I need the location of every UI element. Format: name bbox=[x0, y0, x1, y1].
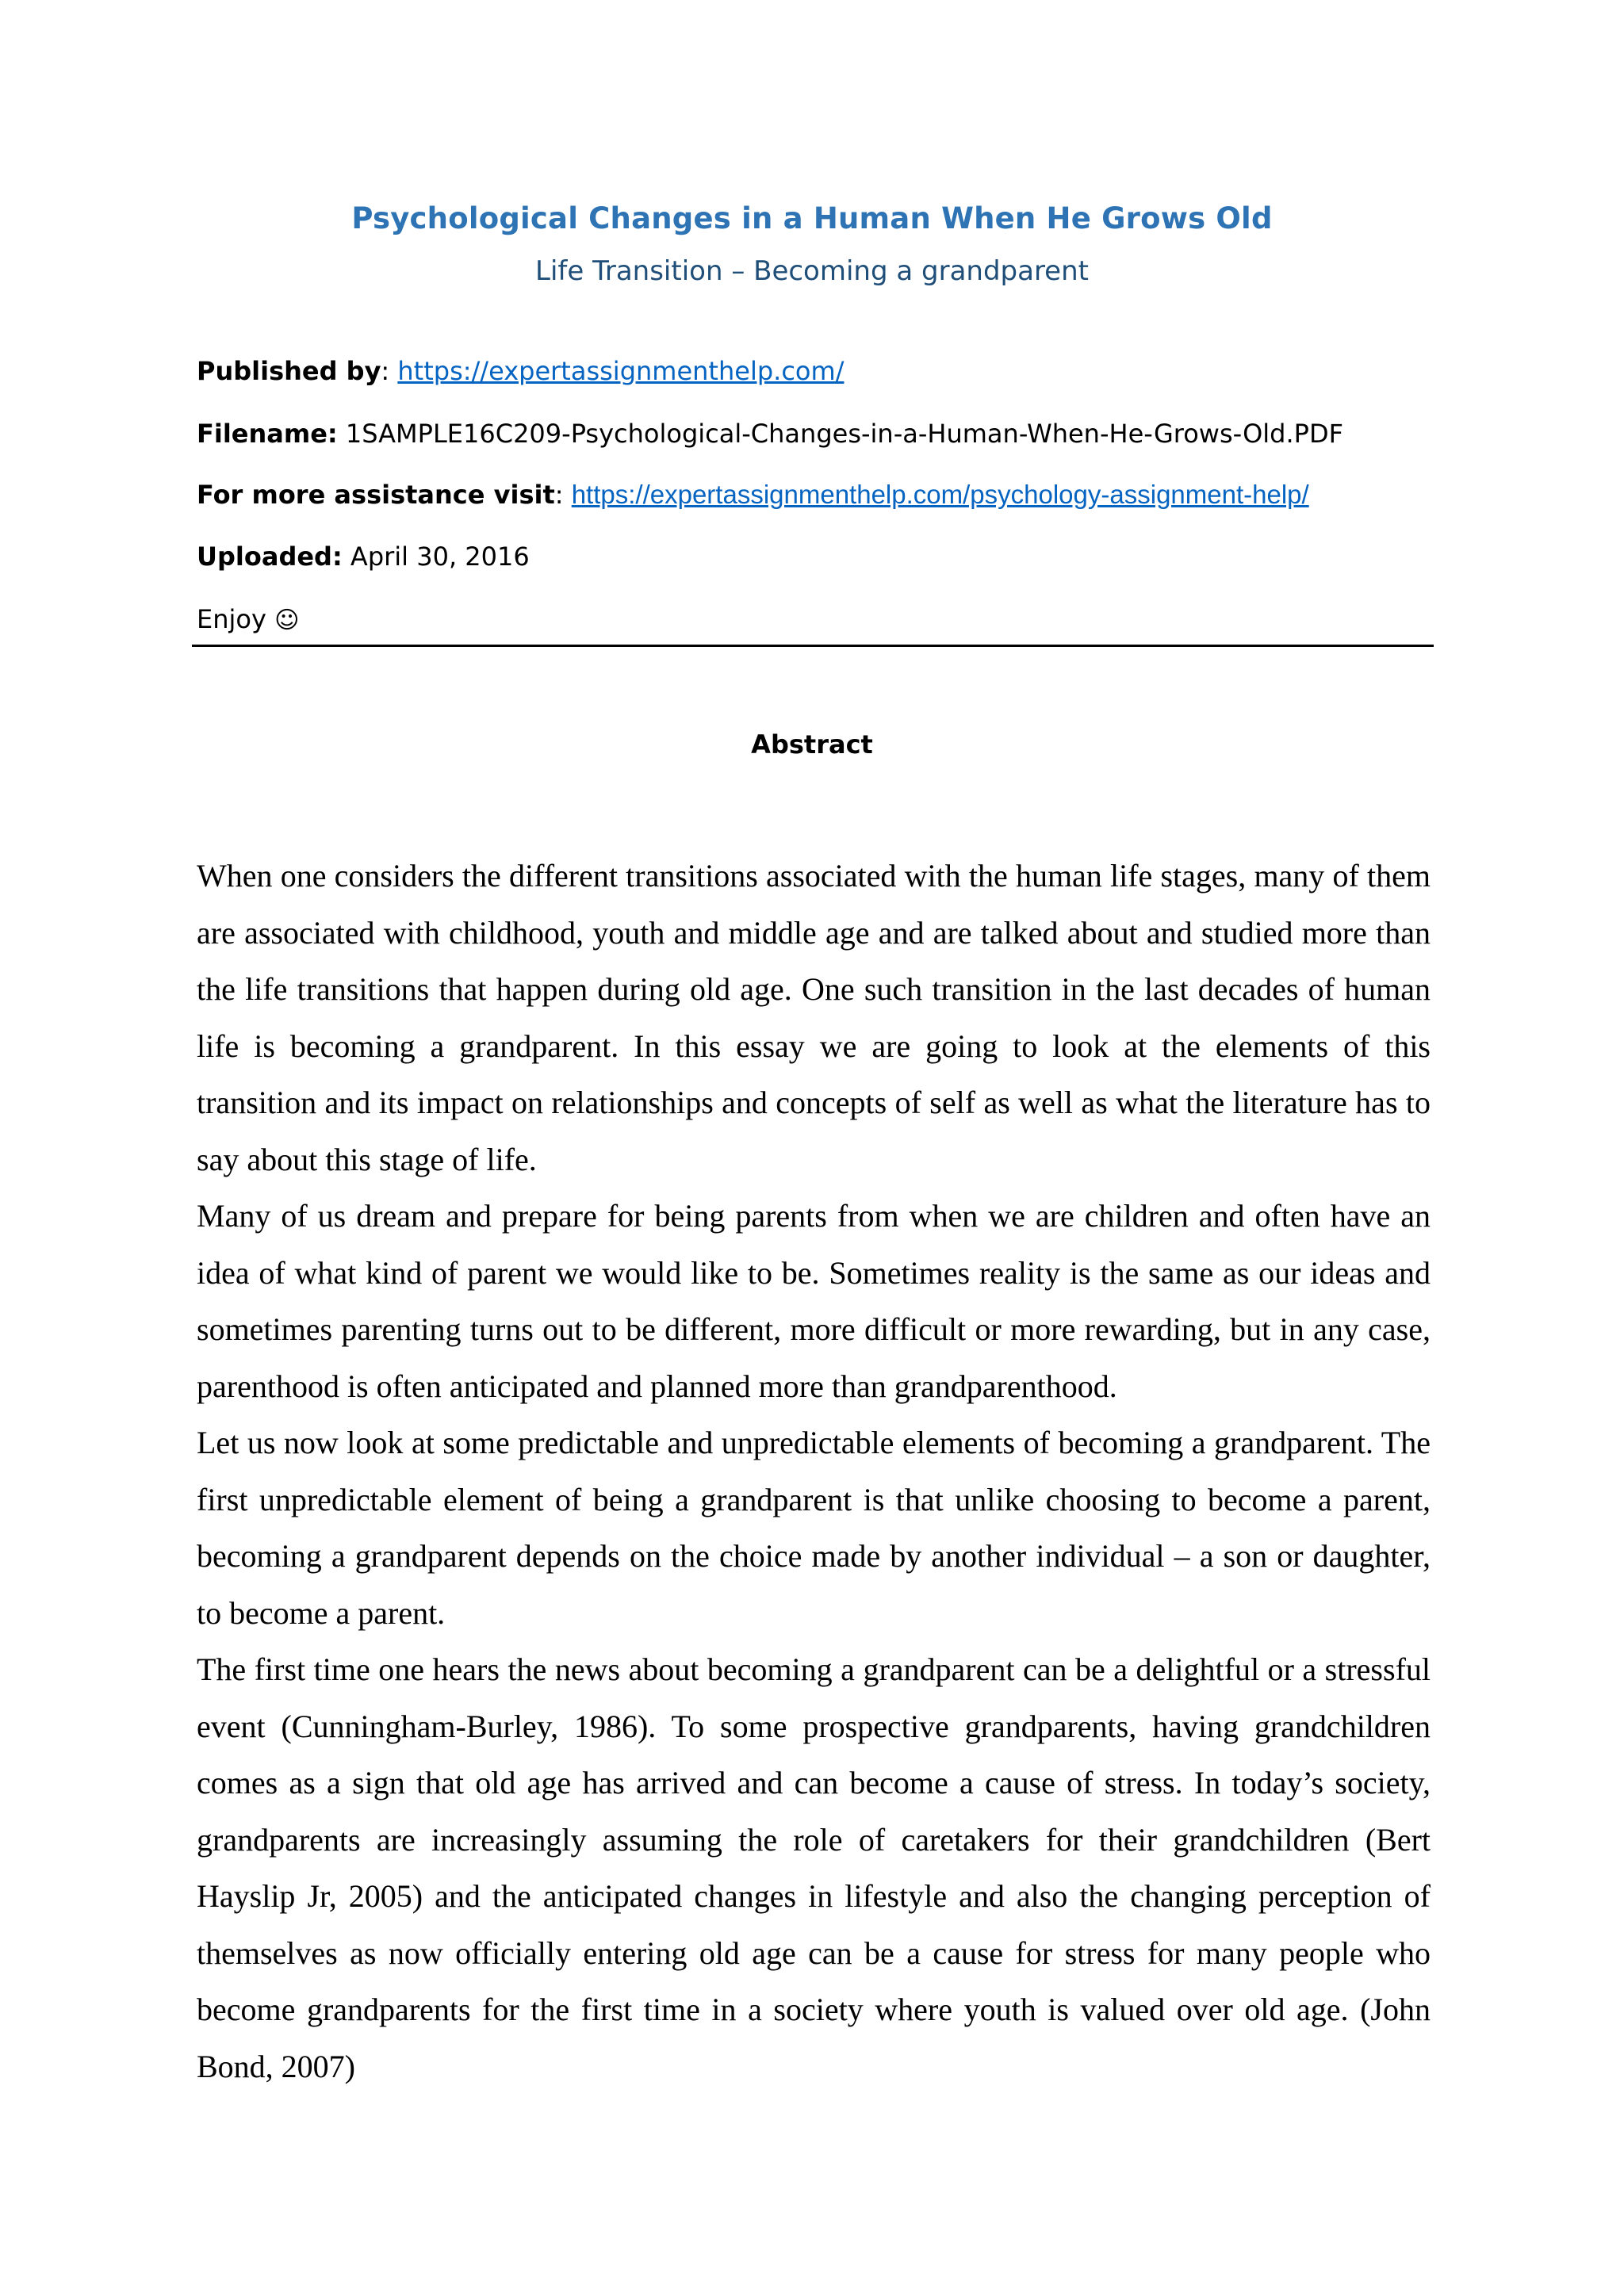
document-title: Psychological Changes in a Human When He Grows Old bbox=[351, 201, 1273, 235]
paragraph: Let us now look at some predictable and unpredictable elements of becoming a grandparent. The first unpredictable element of being a grandparent is that unlike choosing to become a parent, becoming a grandparent depends on the choice made by another individual – a son or daughter, to become a parent. bbox=[197, 1425, 1431, 1631]
published-by-separator: : bbox=[381, 356, 398, 386]
published-by-label: Published by bbox=[197, 356, 381, 386]
document-subtitle: Life Transition – Becoming a grandparent bbox=[535, 255, 1089, 287]
assistance-separator: : bbox=[554, 480, 572, 510]
filename-label: Filename: bbox=[197, 419, 338, 449]
filename-value: 1SAMPLE16C209-Psychological-Changes-in-a-Human-When-He-Grows-Old.PDF bbox=[337, 419, 1343, 449]
smiley-icon: ☺ bbox=[274, 607, 300, 634]
published-by-link[interactable]: https://expertassignmenthelp.com/ bbox=[397, 356, 845, 386]
published-by-line bbox=[197, 355, 844, 387]
assistance-line bbox=[197, 479, 1309, 511]
paragraph: When one considers the different transitions associated with the human life stages, many of them are associated with childhood, youth and middle age and are talked about and studied more than the life transitions that happen during old age. One such transition in the last decades of human life is becoming a grandparent. In this essay we are going to look at the elements of this transition and its impact on relationships and concepts of self as well as what the literature has to say about this stage of life. bbox=[197, 858, 1431, 1177]
header-divider bbox=[192, 645, 1434, 647]
uploaded-label: Uploaded: bbox=[197, 541, 343, 572]
uploaded-value: April 30, 2016 bbox=[342, 541, 530, 572]
assistance-link[interactable]: https://expertassignmenthelp.com/psychology-assignment-help/ bbox=[571, 480, 1309, 509]
paragraph: The first time one hears the news about becoming a grandparent can be a delightful or a stressful event (Cunningham-Burley, 1986). To some prospective grandparents, having grandchildren comes as a sign that old age has arrived and can become a cause of stress. In today’s society, grandparents are increasingly assuming the role of caretakers for their grandchildren (Bert Hayslip Jr, 2005) and the anticipated changes in lifestyle and also the changing perception of themselves as now officially entering old age can be a cause for stress for many people who become grandparents for the first time in a society where youth is valued over old age. (John Bond, 2007) bbox=[197, 1651, 1431, 2084]
uploaded-line bbox=[197, 541, 530, 572]
paragraph: Many of us dream and prepare for being parents from when we are children and often have an idea of what kind of parent we would like to be. Sometimes reality is the same as our ideas and sometimes parenting turns out to be different, more difficult or more rewarding, but in any case, parenthood is often anticipated and planned more than grandparenthood. bbox=[197, 1198, 1431, 1404]
enjoy-line bbox=[197, 603, 299, 637]
abstract-body bbox=[197, 848, 1431, 2095]
enjoy-text: Enjoy bbox=[197, 604, 275, 634]
assistance-label: For more assistance visit bbox=[197, 480, 555, 510]
abstract-heading: Abstract bbox=[751, 729, 873, 760]
filename-line bbox=[197, 418, 1343, 450]
